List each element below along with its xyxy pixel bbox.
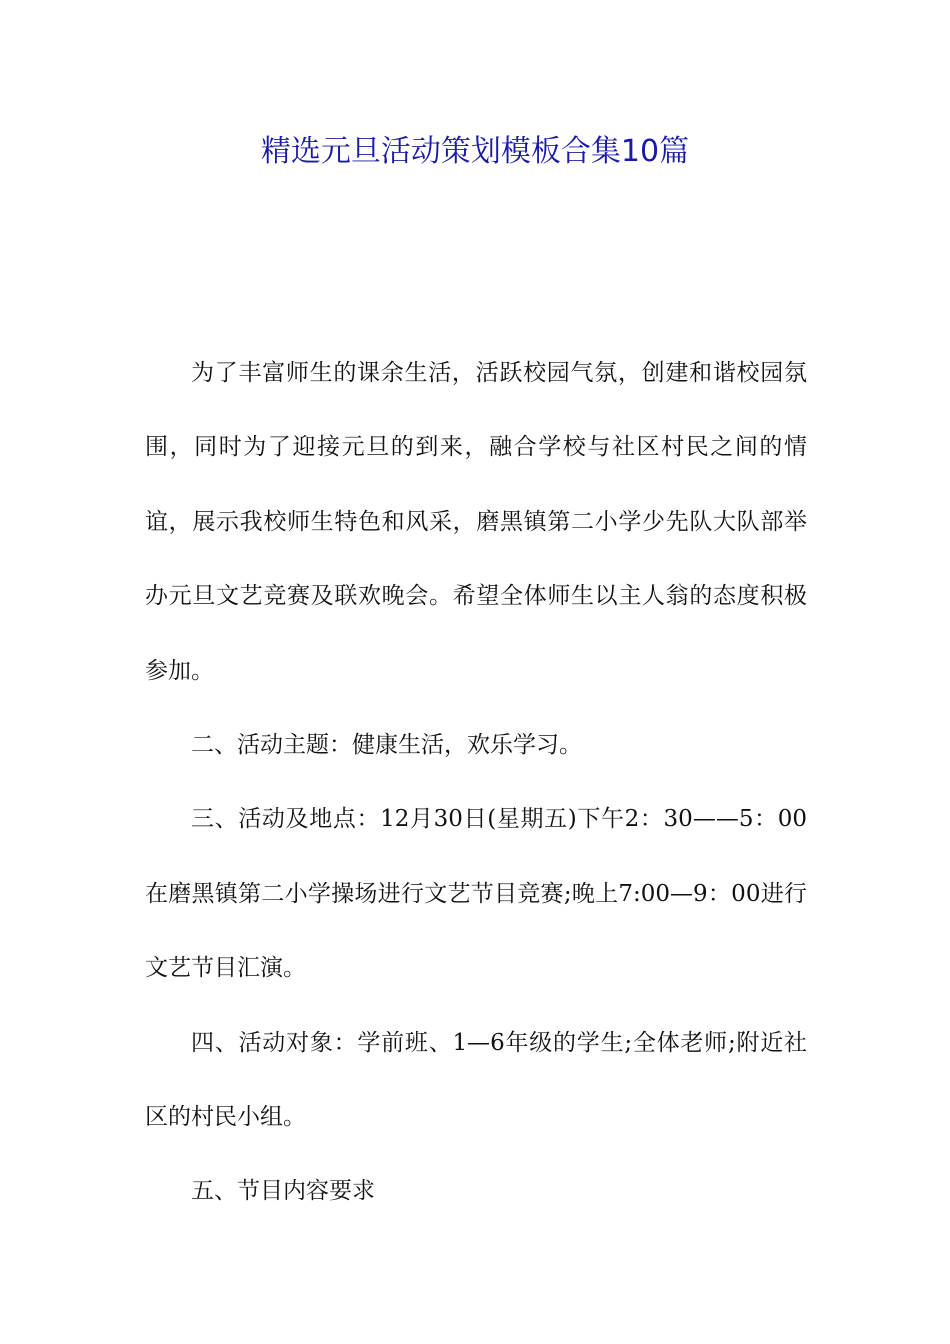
- paragraph-participants: 四、活动对象：学前班、1—6年级的学生;全体老师;附近社区的村民小组。: [145, 1029, 807, 1131]
- paragraph-intro: 为了丰富师生的课余生活，活跃校园气氛，创建和谐校园氛围，同时为了迎接元旦的到来，融合学校与社区村民之间的情谊，展示我校师生特色和风采，磨黑镇第二小学少先队大队部举办元旦文艺竞赛及联欢晚会。希望全体师生以主人翁的态度积极参加。: [145, 360, 807, 684]
- document-title: 精选元旦活动策划模板合集10篇: [260, 134, 690, 169]
- paragraph-program-requirements: 五、节目内容要求: [191, 1178, 375, 1205]
- paragraph-theme: 二、活动主题：健康生活，欢乐学习。: [191, 732, 582, 759]
- paragraph-time-location: 三、活动及地点：12月30日(星期五)下午2：30——5：00在磨黑镇第二小学操场进行文艺节目竞赛;晚上7:00—9：00进行文艺节目汇演。: [145, 806, 807, 982]
- document-body: [145, 336, 807, 1229]
